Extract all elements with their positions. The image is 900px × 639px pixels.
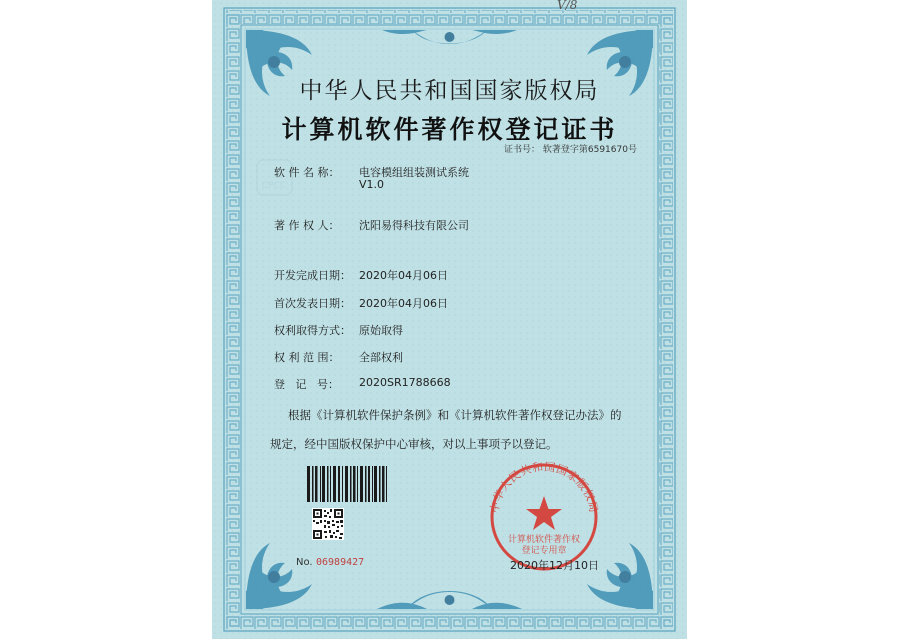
registration-number-label: 登 记 号： (274, 378, 339, 391)
rights-scope-value: 全部权利 (359, 351, 403, 364)
seal-inner-line2: 登记专用章 (521, 546, 567, 556)
certificate-number: 证书号： 软著登字第6591670号 (504, 145, 637, 155)
rights-scope-label: 权 利 范 围： (274, 351, 340, 364)
software-version-value: V1.0 (359, 178, 385, 191)
development-date-value: 2020年04月06日 (359, 269, 448, 282)
issuing-organization: 中华人民共和国国家版权局 (299, 78, 600, 104)
serial-label: No. (296, 557, 313, 568)
statement-line-1: 根据《计算机软件保护条例》和《计算机软件著作权登记办法》的 (288, 408, 622, 422)
statement-line-2: 规定，经中国版权保护中心审核，对以上事项予以登记。 (270, 437, 558, 451)
certificate (212, 0, 687, 639)
seal-arc-text: 中华人民共和国国家版权局 (487, 460, 601, 515)
publication-date-value: 2020年04月06日 (359, 297, 448, 310)
issue-date: 2020年12月10日 (510, 559, 599, 572)
copyright-owner-label: 著 作 权 人： (274, 219, 340, 232)
svg-text:CPCC: CPCC (261, 181, 287, 191)
copyright-owner-value: 沈阳易得科技有限公司 (359, 219, 469, 232)
acquisition-method-value: 原始取得 (359, 324, 403, 337)
publication-date-label: 首次发表日期： (274, 297, 351, 310)
seal-inner-line1: 计算机软件著作权 (507, 535, 581, 545)
acquisition-method-label: 权利取得方式： (274, 324, 351, 337)
development-date-label: 开发完成日期： (274, 269, 351, 282)
registration-number-value: 2020SR1788668 (359, 376, 451, 389)
handwritten-mark: V/8 (557, 0, 578, 12)
software-name-value: 电容模组组装测试系统 (359, 166, 469, 179)
serial-number: 06989427 (316, 557, 365, 568)
certificate-title: 计算机软件著作权登记证书 (281, 115, 618, 144)
software-name-label: 软 件 名 称： (274, 166, 340, 179)
qr-code (312, 508, 344, 540)
